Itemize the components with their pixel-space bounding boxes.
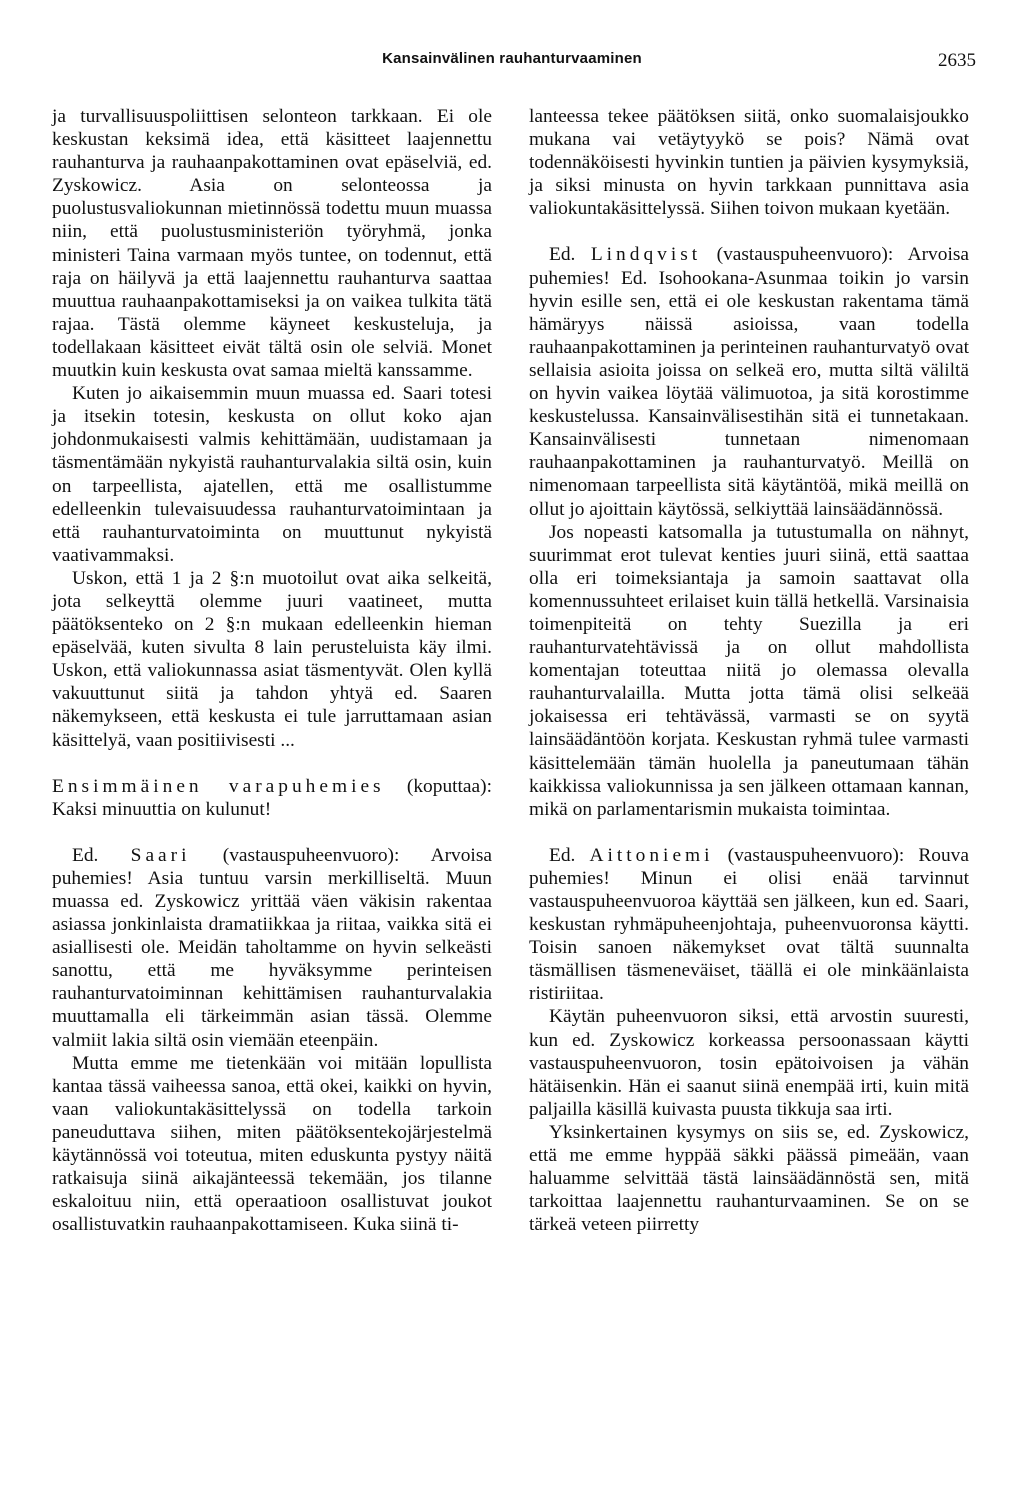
speaker-name: Ensimmäinen varapuhemies bbox=[52, 775, 385, 797]
speaker-prefix: Ed. bbox=[549, 844, 576, 866]
speech-text: (vastauspuheenvuoro): Rouva puhemies! Minun ei olisi enää tarvinnut vastauspuheenvuoroa käyttää sen jälkeen, kun ed. Saari, keskustan ryhmäpuheenjohtaja, puheenvuoronsa käytti. Toisin sanoen näkemykset ovat tältä suunnalta täsmällisen täsmeneväiset, täällä ei ole minkäänlaista ristiriitaa. bbox=[529, 844, 969, 1005]
left-paragraph-3: Uskon, että 1 ja 2 §:n muotoilut ovat aika selkeitä, jota selkeyttä olemme juuri vaatineet, mutta päätöksenteko on 2 §:n mukaan edelleenkin hieman epäselvää, kuten sivulta 8 lain perusteluista käy ilmi. Uskon, että valiokunnassa asiat täsmentyvät. Olen kyllä vakuuttunut siitä ja tahdon yhtyä ed. Saaren näkemykseen, että keskusta ei tule jarruttamaan asian käsittelyä, vaan positiivisesti ... bbox=[52, 567, 492, 751]
right-paragraph-1: lanteessa tekee päätöksen siitä, onko suomalaisjoukko mukana vai vetäytyykö se pois? Nämä ovat todennäköisesti hyvinkin tuntien ja päivien kysymyksiä, ja siksi minusta on hyvin tarkkaan punnittava asia valiokuntakäsittelyssä. Siihen toivon mukaan kyetään. bbox=[529, 106, 969, 220]
left-paragraph-5: Mutta emme me tietenkään voi mitään lopullista kantaa tässä vaiheessa sanoa, että okei, kaikki on hyvin, vaan valiokuntakäsittelyssä on todella tarkoin paneuduttava siihen, miten päätöksentekojärjestelmä käytännössä voi toteutua, miten eduskunta pystyy näitä ratkaisuja siinä aikajänteessä tekemään, jos tilanne eskaloituu niin, että operaatioon osallistuvat joukot osallistuvatkin rauhaanpakottamiseen. Kuka siinä ti- bbox=[52, 1052, 492, 1236]
left-paragraph-2: Kuten jo aikaisemmin muun muassa ed. Saari totesi ja itsekin totesin, keskusta on ollut koko ajan johdonmukaisesti valmis kehittämään, uudistamaan ja täsmentämään nykyistä rauhanturvalakia siltä osin, kuin on tarpeellista, ajatellen, että me osallistumme edelleenkin tulevaisuudessa rauhanturvatoimintaan ja että rauhanturvatoiminta on muuttunut nykyistä vaativammaksi. bbox=[52, 383, 492, 566]
right-paragraph-3: Jos nopeasti katsomalla ja tutustumalla on nähnyt, suurimmat erot tulevat kenties juuri siinä, että saattaa olla eri toimeksiantaja ja samoin saattavat olla komennussuhteet erilaiset kuin tällä hetkellä. Varsinaisia toimenpiteitä on tehty Suezilla ja eri rauhanturvatehtävissä ja on ollut mahdollista komentajan toteuttaa niitä jo olemassa olevalla rauhanturvalailla. Mutta jotta tämä olisi selkeää jokaisessa eri tehtävässä, varmasti se on syytä lainsäädäntöön korjata. Keskustan ryhmä tulee varmasti käsittelemään tämän huolella ja paneutumaan tähän kaikkissa valiokunnissa ja sen jälkeen ottamaan kannan, mikä on parlamentarismin mukaista toimintaa. bbox=[529, 521, 969, 820]
lindqvist-speech bbox=[529, 243, 969, 520]
speech-text: (vastauspuheenvuoro): Arvoisa puhemies! Ed. Isohookana-Asunmaa toikin jo varsin hyvin esille sen, että ei ole keskustan rakentama tämä hämäryys näissä asioissa, vaan todella rauhaanpakottaminen ja perinteinen rauhanturvatyö ovat sellaisia asioita joissa on selkeä ero, mutta siltä väliltä on hyvin vaikea löytää välimuotoa, ja sitä korostimme keskustelussa. Kansainvälisestihän sitä ei tunnetakaan. Kansainvälisesti tunnetaan nimenomaan rauhaanpakottaminen ja rauhanturvatyö. Meillä on nimenomaan tarpeellista sitä käytäntöä, mikä meillä on ollut jo ajoittain käytössä, selkiyttää lainsäädännössä. bbox=[529, 244, 969, 520]
left-paragraph-1: ja turvallisuuspoliittisen selonteon tarkkaan. Ei ole keskustan keksimä idea, että käsitteet laajennettu rauhanturva ja rauhaanpakottaminen ovat epäselviä, ed. Zyskowicz. Asia on selonteossa ja puolustusvaliokunnan mietinnössä todettu muun muassa niin, että puolustusministeriön työryhmä, jonka ministeri Taina varmaan myös tuntee, on todennut, että raja on häilyvä ja että laajennettu rauhanturva saattaa muuttua rauhaanpakottamiseksi ja on vaikea tulkita tätä rajaa. Tästä olemme käyneet keskusteluja, ja todellakaan käsitteet eivät tältä osin ole selviä. Monet muutkin kuin keskusta ovat samaa mieltä kanssamme. bbox=[52, 106, 492, 382]
chair-interjection bbox=[52, 775, 492, 821]
speaker-name: Lindqvist bbox=[590, 244, 702, 266]
saari-speech bbox=[52, 844, 492, 1052]
left-column bbox=[52, 105, 492, 1236]
speaker-name: Saari bbox=[130, 844, 191, 866]
running-header: Kansainvälinen rauhanturvaaminen bbox=[382, 50, 642, 67]
aittoniemi-speech bbox=[529, 844, 969, 1006]
right-paragraph-6: Yksinkertainen kysymys on siis se, ed. Zyskowicz, että me emme hyppää säkki päässä pimeään, vaan haluamme selvittää tästä lainsäädännöstä sen, mitä tarkoittaa laajennettu rauhanturvaaminen. Se on se tärkeä veteen piirretty bbox=[529, 1121, 969, 1236]
speaker-name: Aittoniemi bbox=[589, 844, 714, 866]
speaker-prefix: Ed. bbox=[72, 844, 99, 866]
page-number: 2635 bbox=[938, 50, 976, 71]
right-paragraph-5: Käytän puheenvuoron siksi, että arvostin suuresti, kun ed. Zyskowicz korkeassa persoonassaan käytti vastauspuheenvuoron, tosin epätoivoisen ja vähän hätäisenkin. Hän ei saanut siinä enempää irti, kuin mitä paljailla käsillä kuivasta puusta tikkuja saa irti. bbox=[529, 1006, 969, 1120]
speech-text: (vastauspuheenvuoro): Arvoisa puhemies! Asia tuntuu varsin merkilliseltä. Muun muassa ed. Zyskowicz yrittää väen väkisin rakentaa asiassa jonkinlaista dramatiikkaa ja riitaa, vaikka sitä ei asiallisesti ole. Meidän taholtamme on hyvin selkeästi sanottu, että me hyväksymme perinteisen rauhanturvatoiminnan kehittämisen rauhanturvalakia muuttamalla eli tärkeimmän asian tässä. Olemme valmiit lakia siltä osin viemään eteenpäin. bbox=[52, 844, 492, 1051]
speaker-prefix: Ed. bbox=[549, 244, 576, 266]
interjection-text: (koputtaa): Kaksi minuuttia on kulunut! bbox=[52, 775, 492, 820]
right-column bbox=[529, 105, 969, 1236]
